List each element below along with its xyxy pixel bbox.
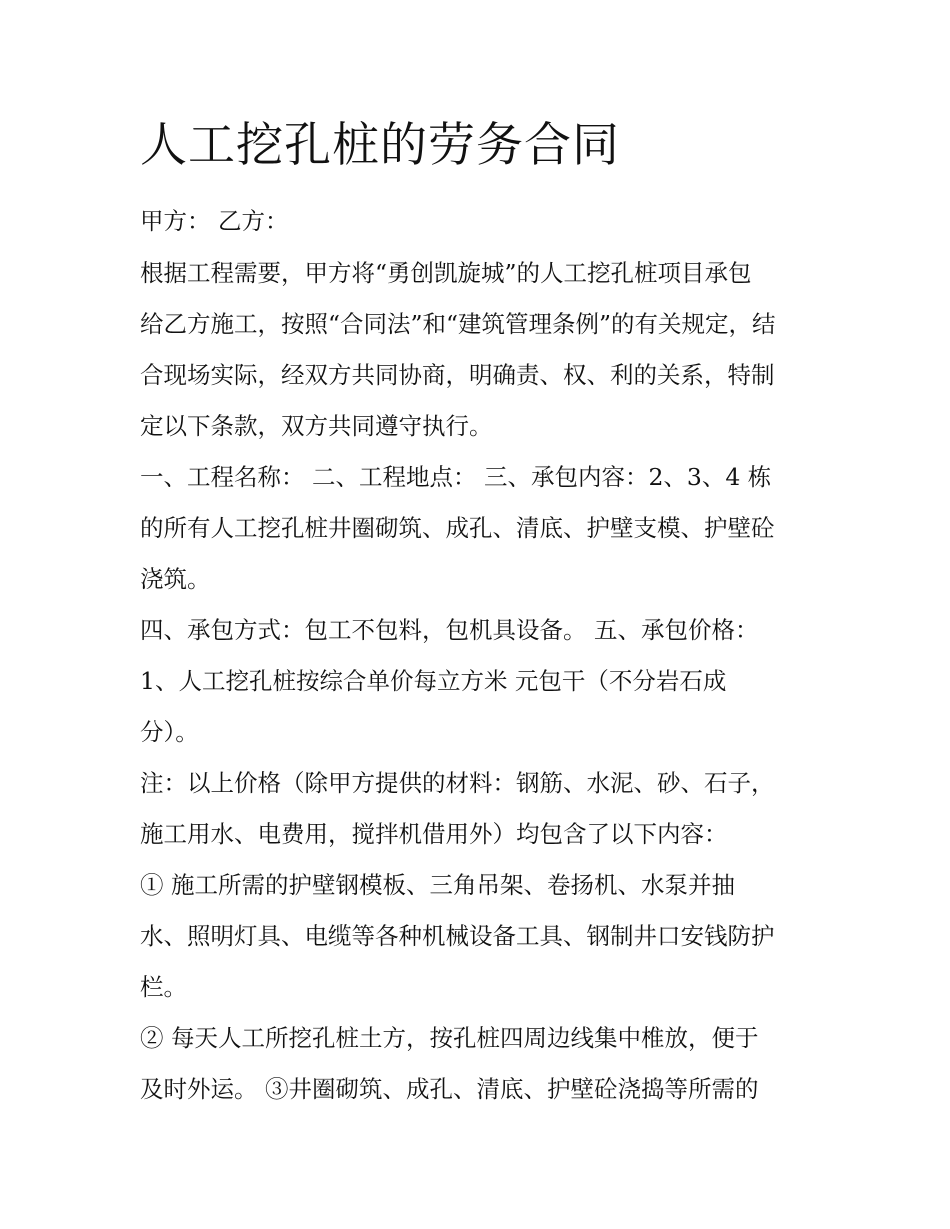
- body-line-1: 根据工程需要，甲方将“勇创凯旋城”的人工挖孔桩项目承包: [140, 259, 752, 287]
- note-line-1: 注：以上价格（除甲方提供的材料：钢筋、水泥、砂、石子，: [140, 769, 775, 797]
- body-line-4: 定以下条款，双方共同遵守执行。: [140, 412, 493, 440]
- item-1-line-2: 水、照明灯具、电缆等各种机械设备工具、钢制井口安钱防护: [140, 922, 775, 950]
- item-2-line-1: ② 每天人工所挖孔桩土方，按孔桩四周边线集中椎放，便于: [140, 1024, 759, 1052]
- price-line-2: 分）。: [140, 718, 199, 746]
- note-line-2: 施工用水、电费用，搅拌机借用外）均包含了以下内容：: [140, 820, 728, 848]
- document-title: 人工挖孔桩的劳务合同: [140, 118, 620, 173]
- item-1-line-3: 栏。: [140, 973, 187, 1001]
- price-line-1: 1、人工挖孔桩按综合单价每立方米 元包干（不分岩石成: [140, 667, 727, 695]
- body-line-3: 合现场实际，经双方共同协商，明确责、权、利的关系，特制: [140, 361, 775, 389]
- body-line-2: 给乙方施工，按照“合同法”和“建筑管理条例”的有关规定，结: [140, 310, 776, 338]
- section-line-4: 四、承包方式：包工不包料，包机具设备。 五、承包价格：: [140, 616, 759, 644]
- section-line-2: 的所有人工挖孔桩井圈砌筑、成孔、清底、护壁支模、护壁砼: [140, 514, 775, 542]
- item-2-line-2: 及时外运。 ③井圈砌筑、成孔、清底、护壁砼浇捣等所需的: [140, 1075, 759, 1103]
- section-line-3: 浇筑。: [140, 565, 211, 593]
- party-line: 甲方： 乙方：: [140, 207, 289, 235]
- item-1-line-1: ① 施工所需的护壁钢模板、三角吊架、卷扬机、水泵并抽: [140, 871, 735, 899]
- section-line-1: 一、工程名称： 二、工程地点： 三、承包内容：2、3、4 栋: [140, 463, 772, 491]
